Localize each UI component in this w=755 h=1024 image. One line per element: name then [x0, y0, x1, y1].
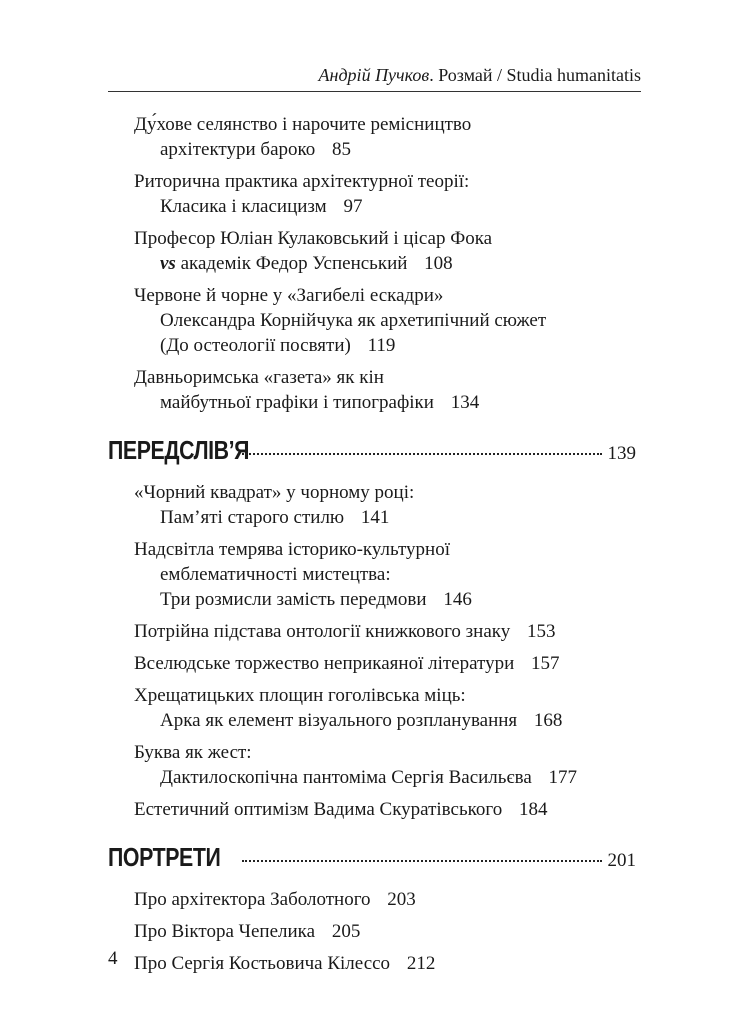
- toc-page-number: 141: [360, 507, 390, 528]
- toc-entry-title: Вселюдське торжество неприкаяної літератури: [134, 653, 515, 674]
- dot-leader: [242, 859, 602, 862]
- running-header: [108, 62, 641, 92]
- toc-entry: [108, 740, 636, 790]
- toc-entry-title: Естетичний оптимізм Вадима Скуратівського: [134, 799, 503, 820]
- toc-page-number: 168: [533, 710, 563, 731]
- toc-entry: [108, 283, 636, 358]
- toc-section-preface: [108, 435, 636, 466]
- dot-leader: [242, 452, 602, 455]
- toc-page-number: 203: [387, 889, 416, 910]
- toc-page-number: 157: [531, 653, 560, 674]
- header-title: . Розмай / Studia humanitatis: [429, 65, 641, 85]
- toc-page-number: 146: [443, 589, 472, 610]
- toc-page-number: 201: [607, 850, 636, 871]
- toc-entry-title-rest: академік Федор Успенський: [175, 253, 408, 274]
- toc-entry-title: Потрійна підстава онтології книжкового знаку: [134, 621, 511, 642]
- toc-entry: [108, 919, 636, 944]
- toc-entry: [108, 951, 636, 976]
- section-title: ПЕРЕДСЛІВ’Я: [108, 435, 250, 465]
- toc-page-number: 177: [548, 767, 578, 788]
- table-of-contents: [108, 112, 636, 983]
- toc-entry: [108, 226, 636, 276]
- toc-entry-title-end: майбутньої графіки і типографіки: [160, 392, 434, 413]
- toc-entry-line: Професор Юліан Кулаковський і цісар Фока: [134, 228, 493, 249]
- toc-entry: [108, 169, 636, 219]
- toc-entry-line: Хрещатицьких площин гоголівська міць:: [134, 685, 466, 706]
- toc-section-portraits: [108, 842, 636, 873]
- toc-entry-title-end: Три розмисли замість передмови: [160, 589, 427, 610]
- toc-entry-line: емблематичності мистецтва:: [160, 564, 391, 585]
- toc-entry-title: Про Віктора Чепелика: [134, 921, 316, 942]
- toc-entry-title-end: [160, 253, 407, 274]
- toc-entry-line: Ду́хове селянство і нарочите ремісництво: [134, 114, 472, 135]
- toc-entry: [108, 365, 636, 415]
- toc-page-number: 153: [526, 621, 556, 642]
- toc-entry-line: Давньоримська «газета» як кін: [134, 367, 384, 388]
- toc-entry-title: Про архітектора Заболотного: [134, 889, 371, 910]
- toc-page-number: 205: [331, 921, 361, 942]
- header-author: Андрій Пучков: [318, 65, 430, 85]
- toc-page-number: 139: [607, 443, 636, 464]
- toc-entry-line: Червоне й чорне у «Загибелі ескадри»: [134, 285, 444, 306]
- toc-page-number: 212: [406, 953, 436, 974]
- toc-entry-line: Риторична практика архітектурної теорії:: [134, 171, 470, 192]
- toc-entry: [108, 887, 636, 912]
- toc-entry: [108, 112, 636, 162]
- toc-entry-line: Олександра Корнійчука як архетипічний сюжет: [160, 310, 547, 331]
- page-number: 4: [108, 948, 118, 969]
- toc-entry-title: Про Сергія Костьовича Кілессо: [134, 953, 391, 974]
- toc-entry-line: Буква як жест:: [134, 742, 252, 763]
- toc-page-number: 134: [450, 392, 480, 413]
- toc-entry: [108, 619, 636, 644]
- toc-page-number: 184: [518, 799, 548, 820]
- toc-page-number: 85: [332, 139, 352, 160]
- section-title: ПОРТРЕТИ: [108, 842, 221, 872]
- toc-entry-line: «Чорний квадрат» у чорному році:: [134, 482, 415, 503]
- toc-entry: [108, 480, 636, 530]
- toc-page-number: 97: [343, 196, 363, 217]
- vs-abbreviation: vs: [160, 253, 176, 274]
- toc-entry-title-end: архітектури бароко: [160, 139, 316, 160]
- toc-page-number: 108: [424, 253, 453, 274]
- toc-entry: [108, 651, 636, 676]
- toc-entry-title-end: Арка як елемент візуального розпланування: [160, 710, 518, 731]
- toc-entry: [108, 797, 636, 822]
- toc-page-number: 119: [367, 335, 396, 356]
- toc-entry-title-end: Пам’яті старого стилю: [160, 507, 345, 528]
- toc-entry: [108, 683, 636, 733]
- toc-entry: [108, 537, 636, 612]
- toc-entry-title-end: Класика і класицизм: [160, 196, 327, 217]
- toc-entry-title-end: (До остеології посвяти): [160, 335, 351, 356]
- toc-entry-line: Надсвітла темрява історико-культурної: [134, 539, 450, 560]
- toc-entry-title-end: Дактилоскопічна пантоміма Сергія Васильєва: [160, 767, 532, 788]
